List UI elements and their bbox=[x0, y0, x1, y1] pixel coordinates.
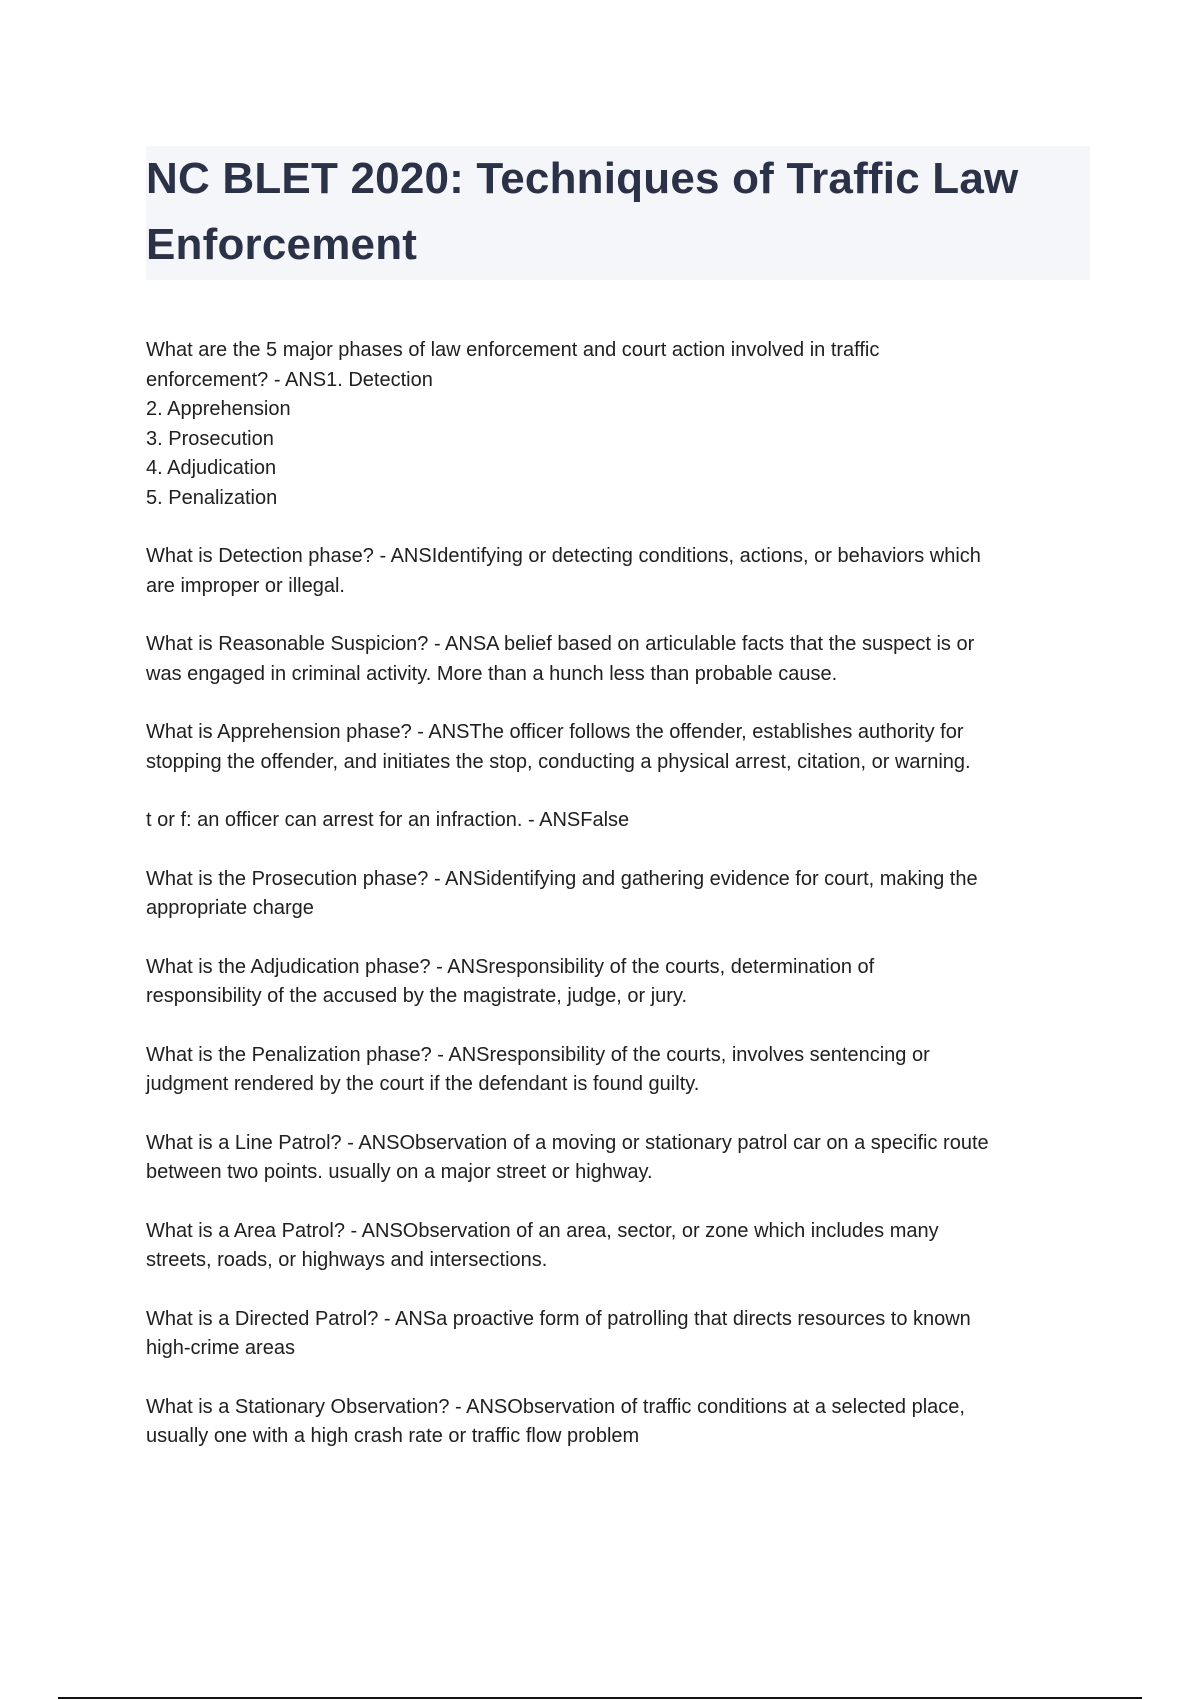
title-block bbox=[146, 146, 1090, 280]
qa-item bbox=[146, 1217, 1086, 1276]
qa-item bbox=[146, 865, 1086, 924]
qa-line: high-crime areas bbox=[146, 1337, 295, 1359]
list-item: 5. Penalization bbox=[146, 486, 278, 509]
qa-item bbox=[146, 542, 1086, 601]
qa-item bbox=[146, 1305, 1086, 1364]
qa-item bbox=[146, 1041, 1086, 1100]
qa-line: What is the Penalization phase? - ANSresponsibility of the courts, involves sentencing or bbox=[146, 1043, 930, 1066]
qa-line: What is a Area Patrol? - ANSObservation of an area, sector, or zone which includes many bbox=[146, 1219, 939, 1242]
qa-line: What is Reasonable Suspicion? - ANSA belief based on articulable facts that the suspect is or bbox=[146, 633, 975, 655]
qa-line: What is a Directed Patrol? - ANSa proactive form of patrolling that directs resources to known bbox=[146, 1307, 971, 1330]
page-title: NC BLET 2020: Techniques of Traffic Law Enforcement bbox=[146, 154, 1019, 269]
qa-line: streets, roads, or highways and intersections. bbox=[146, 1249, 548, 1271]
qa-item bbox=[146, 1129, 1086, 1188]
qa-question-line: enforcement? - ANS1. Detection bbox=[146, 368, 433, 391]
qa-line: What is a Line Patrol? - ANSObservation of a moving or stationary patrol car on a specific route bbox=[146, 1131, 989, 1154]
phases-list bbox=[146, 395, 1086, 513]
qa-question-line: What are the 5 major phases of law enforcement and court action involved in traffic bbox=[146, 339, 880, 361]
qa-line: What is a Stationary Observation? - ANSObservation of traffic conditions at a selected place, bbox=[146, 1395, 965, 1418]
qa-line: t or f: an officer can arrest for an infraction. - ANSFalse bbox=[146, 809, 630, 831]
qa-item bbox=[146, 718, 1086, 777]
qa-line: What is Detection phase? - ANSIdentifying or detecting conditions, actions, or behaviors which bbox=[146, 545, 981, 567]
qa-item bbox=[146, 1393, 1086, 1452]
qa-line: What is the Prosecution phase? - ANSidentifying and gathering evidence for court, making the bbox=[146, 867, 978, 890]
qa-line: between two points. usually on a major street or highway. bbox=[146, 1161, 653, 1183]
qa-line: usually one with a high crash rate or traffic flow problem bbox=[146, 1425, 640, 1447]
qa-item bbox=[146, 953, 1086, 1012]
footer-divider bbox=[58, 1697, 1142, 1699]
qa-item-phases bbox=[146, 336, 1086, 513]
qa-line: What is the Adjudication phase? - ANSresponsibility of the courts, determination of bbox=[146, 955, 875, 978]
qa-item bbox=[146, 806, 1086, 836]
qa-line: responsibility of the accused by the magistrate, judge, or jury. bbox=[146, 985, 688, 1007]
qa-line: stopping the offender, and initiates the stop, conducting a physical arrest, citation, or warning. bbox=[146, 750, 971, 773]
qa-line: appropriate charge bbox=[146, 897, 314, 919]
qa-line: What is Apprehension phase? - ANSThe officer follows the offender, establishes authority for bbox=[146, 721, 964, 743]
qa-content bbox=[146, 336, 1086, 1481]
qa-line: judgment rendered by the court if the defendant is found guilty. bbox=[146, 1073, 700, 1095]
qa-line: are improper or illegal. bbox=[146, 574, 345, 597]
list-item: 4. Adjudication bbox=[146, 457, 277, 479]
list-item: 3. Prosecution bbox=[146, 427, 274, 450]
list-item: 2. Apprehension bbox=[146, 398, 291, 420]
qa-item bbox=[146, 630, 1086, 689]
qa-line: was engaged in criminal activity. More than a hunch less than probable cause. bbox=[146, 662, 838, 685]
